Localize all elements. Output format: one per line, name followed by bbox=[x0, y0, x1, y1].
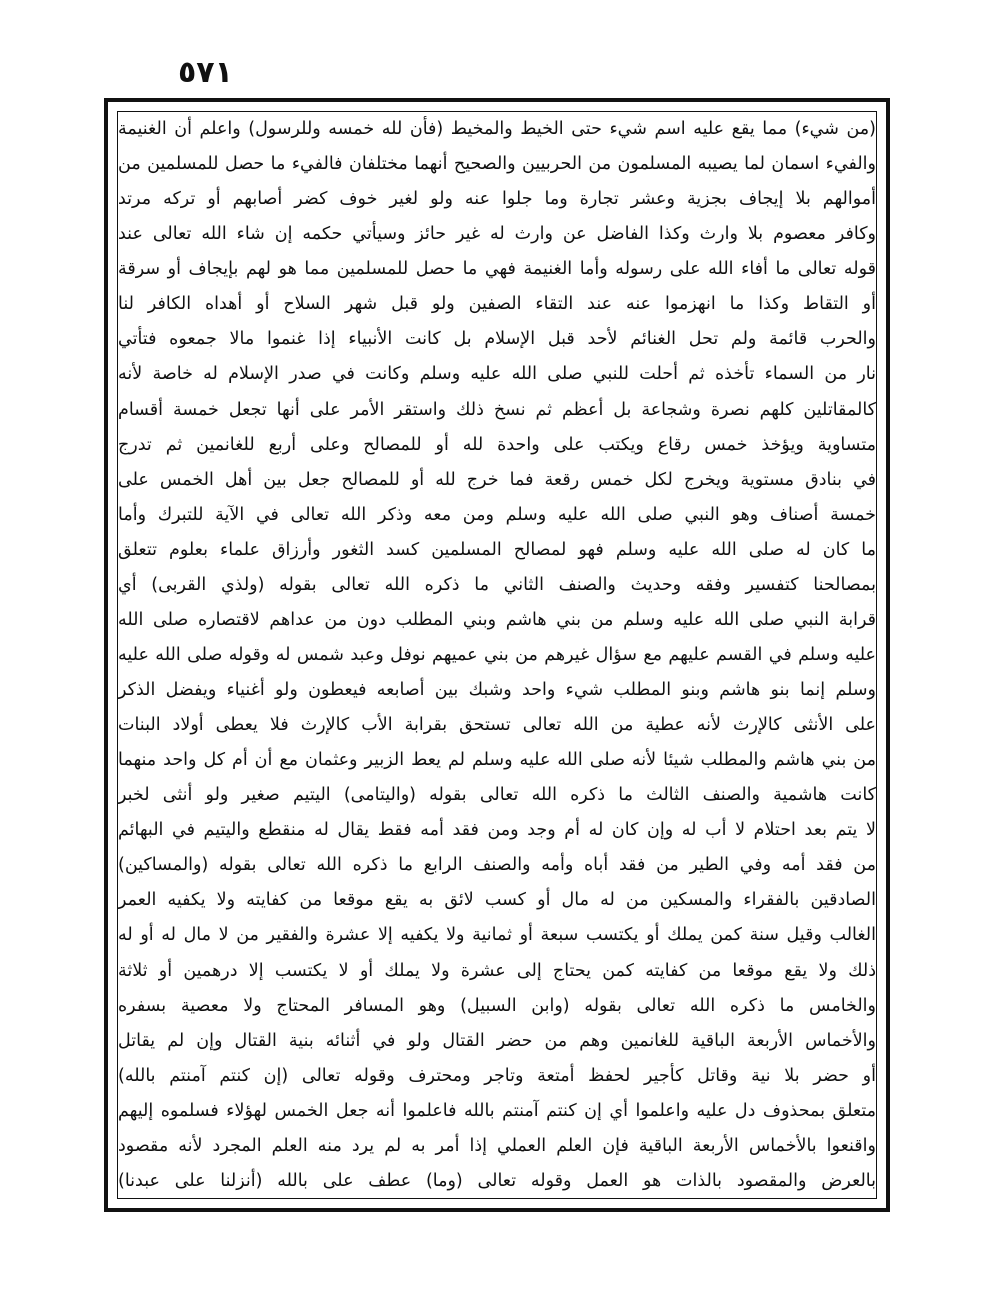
text-line: عليه وسلم في القسم عليهم مع سؤال غيرهم من بني عميهم نوفل وعبد شمس له وقوله صلى الله عليه bbox=[118, 644, 876, 665]
text-line: من بني هاشم والمطلب شيئا لأنه صلى الله عليه وسلم لم يعط الزبير وعثمان مع أن أم كل واحد منهما bbox=[118, 750, 876, 771]
text-line: من فقد أمه وفي الطير من فقد أباه وأمه والصنف الرابع ما ذكره الله تعالى بقوله (والمساكين) bbox=[118, 855, 876, 876]
text-line: قرابة النبي صلى الله عليه وسلم من بني هاشم وبني المطلب دون من عداهم لاقتصاره صلى الله bbox=[118, 609, 876, 630]
text-line: بمصالحنا كتفسير وفقه وحديث والصنف الثاني ما ذكره الله تعالى بقوله (ولذي القربى) أي bbox=[118, 574, 876, 595]
text-line: على الأنثى كالإرث لأنه عطية من الله تعالى تستحق بقرابة الأب كالإرث فلا يعطى أولاد البنات bbox=[118, 715, 876, 736]
text-line: كالمقاتلين كلهم نصرة وشجاعة بل أعظم ثم نسخ ذلك واستقر الأمر على أنها تجعل خمسة أقسام bbox=[118, 399, 876, 420]
text-line: في بنادق مستوية ويخرج لكل خمس رقعة فما خرج لله أو للمصالح جعل بين أهل الخمس على bbox=[118, 469, 876, 490]
text-line: لا يتم بعد احتلام لا أب له وإن كان له أم وجد ومن فقد أمه فقط يقال له منقطع واليتيم في البهائم bbox=[118, 820, 876, 841]
text-line: والحرب قائمة ولم تحل الغنائم لأحد قبل الإسلام بل كانت الأنبياء إذا غنموا مالا جمعوه فتأتي bbox=[118, 329, 876, 350]
text-line: متعلق بمحذوف دل عليه واعلموا أي إن كنتم آمنتم بالله فاعلموا أنه جعل الخمس لهؤلاء فسلموه إليهم bbox=[118, 1100, 876, 1121]
text-line: ذلك ولا يقع موقعا من كفايته كمن يحتاج إلى عشرة ولا يملك أو لا يكتسب إلا درهمين أو ثلاثة bbox=[118, 960, 876, 981]
text-line: الغالب وقيل سنة كمن يملك أو يكتسب سبعة أو ثمانية ولا يكفيه إلا عشرة والفقير من لا مال له أو له bbox=[118, 925, 876, 946]
page-number: ٥٧١ bbox=[178, 55, 233, 90]
text-line: أو حضر بلا نية وقاتل كأجير لحفظ أمتعة وتاجر ومحترف وقوله تعالى (إن كنتم آمنتم بالله) bbox=[118, 1065, 876, 1086]
text-line: أموالهم بلا إيجاف بجزية وعشر تجارة وما جلوا عنه ولو لغير خوف كضر أصابهم أو تركه مرتد bbox=[118, 189, 876, 210]
text-line: وسلم إنما بنو هاشم وبنو المطلب شيء واحد وشبك بين أصابعه فيعطون ولو أغنياء ويفضل الذكر bbox=[118, 680, 876, 700]
text-line: بالعرض والمقصود بالذات هو العمل وقوله تعالى (وما) عطف على بالله (أنزلنا على عبدنا) bbox=[118, 1170, 876, 1191]
text-line: ما كان له صلى الله عليه وسلم فهو لمصالح المسلمين كسد الثغور وأرزاق علماء بعلوم تتعلق bbox=[118, 539, 876, 560]
text-line: نار من السماء تأخذه ثم أحلت للنبي صلى الله عليه وسلم وكانت في صدر الإسلام له خاصة لأنه bbox=[118, 364, 876, 385]
text-line: متساوية ويؤخذ خمس رقاع ويكتب على واحدة لله أو للمصالح وعلى أربع للغانمين ثم تدرج bbox=[118, 434, 876, 455]
text-line: كانت هاشمية والصنف الثالث ما ذكره الله تعالى بقوله (واليتامى) اليتيم صغير ولو أنثى لخبر bbox=[118, 785, 876, 806]
text-line: أو التقاط وكذا ما انهزموا عنه عند التقاء الصفين ولو قبل شهر السلاح أو أهداه الكافر لنا bbox=[118, 294, 876, 315]
text-line: خمسة أصناف وهو النبي صلى الله عليه وسلم ومن معه وذكر الله تعالى في الآية للتبرك وأما bbox=[118, 504, 876, 525]
text-line: قوله تعالى ما أفاء الله على رسوله وأما الغنيمة فهي ما حصل للمسلمين مما هو لهم بإيجاف أو سرقة bbox=[118, 259, 876, 280]
text-line: (من شيء) مما يقع عليه اسم شيء حتى الخيط والمخيط (فأن لله خمسه وللرسول) واعلم أن الغنيمة bbox=[118, 119, 876, 139]
main-text bbox=[118, 112, 876, 1198]
text-line: والخامس ما ذكره الله تعالى بقوله (وابن السبيل) وهو المسافر المحتاج ولا معصية بسفره bbox=[118, 995, 876, 1016]
page-frame bbox=[104, 98, 890, 1212]
text-line: والفيء اسمان لما يصيبه المسلمون من الحربيين والصحيح أنهما مختلفان فالفيء ما حصل للمسلمين من bbox=[118, 154, 876, 175]
text-line: الصادقين بالفقراء والمسكين من له مال أو كسب لائق به يقع موقعا من كفايته ولا يكفيه العمر bbox=[118, 890, 876, 911]
text-line: والأخماس الأربعة الباقية للغانمين وهم من حضر القتال ولو في أثنائه بنية القتال وإن لم يقاتل bbox=[118, 1030, 876, 1051]
text-line: وكافر معصوم بلا وارث وكذا الفاضل عن وارث له غير حائز وسيأتي حكمه إن شاء الله تعالى عند bbox=[118, 224, 876, 245]
text-line: واقنعوا بالأخماس الأربعة الباقية فإن العلم العملي إذا أمر به لم يرد منه العلم المجرد لأنه مقصود bbox=[118, 1135, 876, 1156]
